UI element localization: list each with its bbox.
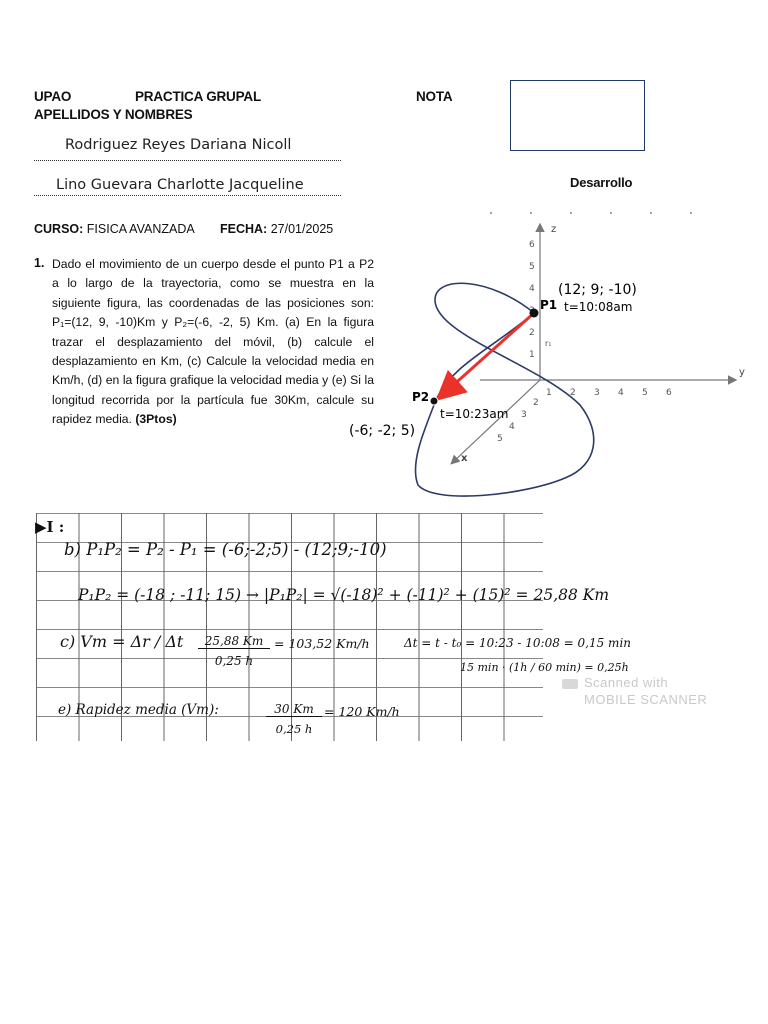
solution-e-numerator: 30 Km	[266, 702, 322, 717]
x-axis-label: x	[461, 453, 468, 464]
y-tick-4: 4	[618, 388, 624, 398]
y-tick-6: 6	[666, 388, 672, 398]
p2-time: t=10:23am	[440, 407, 509, 421]
y-tick-2: 2	[570, 388, 576, 398]
y-tick-3: 3	[594, 388, 600, 398]
course-label: CURSO:	[34, 222, 84, 236]
course-value: FISICA AVANZADA	[86, 222, 195, 236]
solution-e-result: = 120 Km/h	[324, 704, 400, 719]
student-name-1: Rodriguez Reyes Dariana Nicoll	[65, 137, 292, 153]
date-line	[220, 222, 333, 236]
problem-text: Dado el movimiento de un cuerpo desde el punto P1 a P2 a lo largo de la trayectoria, como se muestra en la siguiente figura, las coordenadas de las posiciones son: P₁=(12, 9, -10)Km y P₂=(-6, -2, 5) Km. (a) En la figura trazar el desplazamiento del móvil, (b) calcule el desplazamiento en Km, (c) Calcule la velocidad media en Km/h, (d) en la figura grafique la velocidad media y (e) Si la longitud recorrida por la partícula fue 30Km, calcule su rapidez media.	[52, 257, 374, 427]
solution-marker: ▶I :	[35, 518, 65, 536]
p1-time: t=10:08am	[564, 300, 633, 314]
grade-box	[510, 80, 645, 151]
scanner-logo-icon	[562, 679, 578, 689]
solution-delta-t-conversion: 15 min · (1h / 60 min) = 0,25h	[460, 661, 629, 674]
solution-c-label: c) Vm = Δr / Δt	[60, 632, 184, 651]
x-tick-5: 5	[497, 434, 503, 444]
z-axis-label: z	[551, 224, 557, 235]
r1-label: r₁	[545, 339, 552, 348]
date-value: 27/01/2025	[270, 222, 334, 236]
trajectory-path	[415, 283, 593, 496]
names-label: APELLIDOS Y NOMBRES	[34, 107, 193, 122]
x-axis	[452, 380, 540, 463]
grade-label: NOTA	[416, 89, 453, 104]
student-name-2: Lino Guevara Charlotte Jacqueline	[56, 177, 304, 193]
watermark-line-1: Scanned with	[584, 675, 669, 690]
z-ticks	[529, 240, 535, 360]
solution-e-denominator: 0,25 h	[275, 722, 313, 736]
name-line-2	[34, 195, 341, 196]
solution-c-result: = 103,52 Km/h	[274, 636, 370, 651]
solution-c-denominator: 0,25 h	[214, 654, 254, 668]
point-p1-marker	[530, 309, 539, 318]
solution-delta-t: Δt = t - t₀ = 10:23 - 10:08 = 0,15 min	[404, 636, 632, 650]
document-title: PRACTICA GRUPAL	[135, 89, 261, 104]
problem-number: 1.	[34, 256, 45, 270]
problem-statement	[52, 255, 374, 430]
trajectory-figure	[340, 205, 750, 510]
z-tick-5: 5	[529, 262, 535, 272]
x-tick-3: 3	[521, 410, 527, 420]
solution-c-numerator: 25,88 Km	[198, 634, 270, 649]
p2-coordinates: (-6; -2; 5)	[349, 423, 416, 439]
university-label: UPAO	[34, 89, 72, 104]
x-tick-2: 2	[533, 398, 539, 408]
z-tick-1: 1	[529, 350, 535, 360]
date-label: FECHA:	[220, 222, 268, 236]
z-tick-2: 2	[529, 328, 535, 338]
p1-label: P1	[540, 298, 558, 312]
name-line-1	[34, 160, 341, 161]
y-tick-5: 5	[642, 388, 648, 398]
solution-line-b2: P₁P₂ = (-18 ; -11; 15) → |P₁P₂| = √(-18)² + (-11)² + (15)² = 25,88 Km	[78, 586, 610, 604]
displacement-arrow	[440, 313, 534, 397]
z-tick-6: 6	[529, 240, 535, 250]
z-tick-4: 4	[529, 284, 535, 294]
problem-points: (3Ptos)	[135, 412, 177, 427]
solution-line-b1: b) P₁P₂ = P₂ - P₁ = (-6;-2;5) - (12;9;-10)	[64, 540, 387, 559]
x-tick-4: 4	[509, 422, 515, 432]
x-ticks	[497, 398, 539, 444]
watermark-line-2: MOBILE SCANNER	[584, 692, 708, 707]
p1-coordinates: (12; 9; -10)	[558, 282, 637, 298]
point-p2-marker	[430, 397, 438, 405]
section-heading: Desarrollo	[570, 175, 633, 190]
p2-label: P2	[412, 390, 430, 404]
scanner-watermark	[584, 674, 707, 708]
course-line	[34, 222, 195, 236]
y-axis-label: y	[739, 367, 745, 378]
solution-e-label: e) Rapidez media (Vm):	[58, 702, 219, 718]
y-tick-1: 1	[546, 388, 552, 398]
